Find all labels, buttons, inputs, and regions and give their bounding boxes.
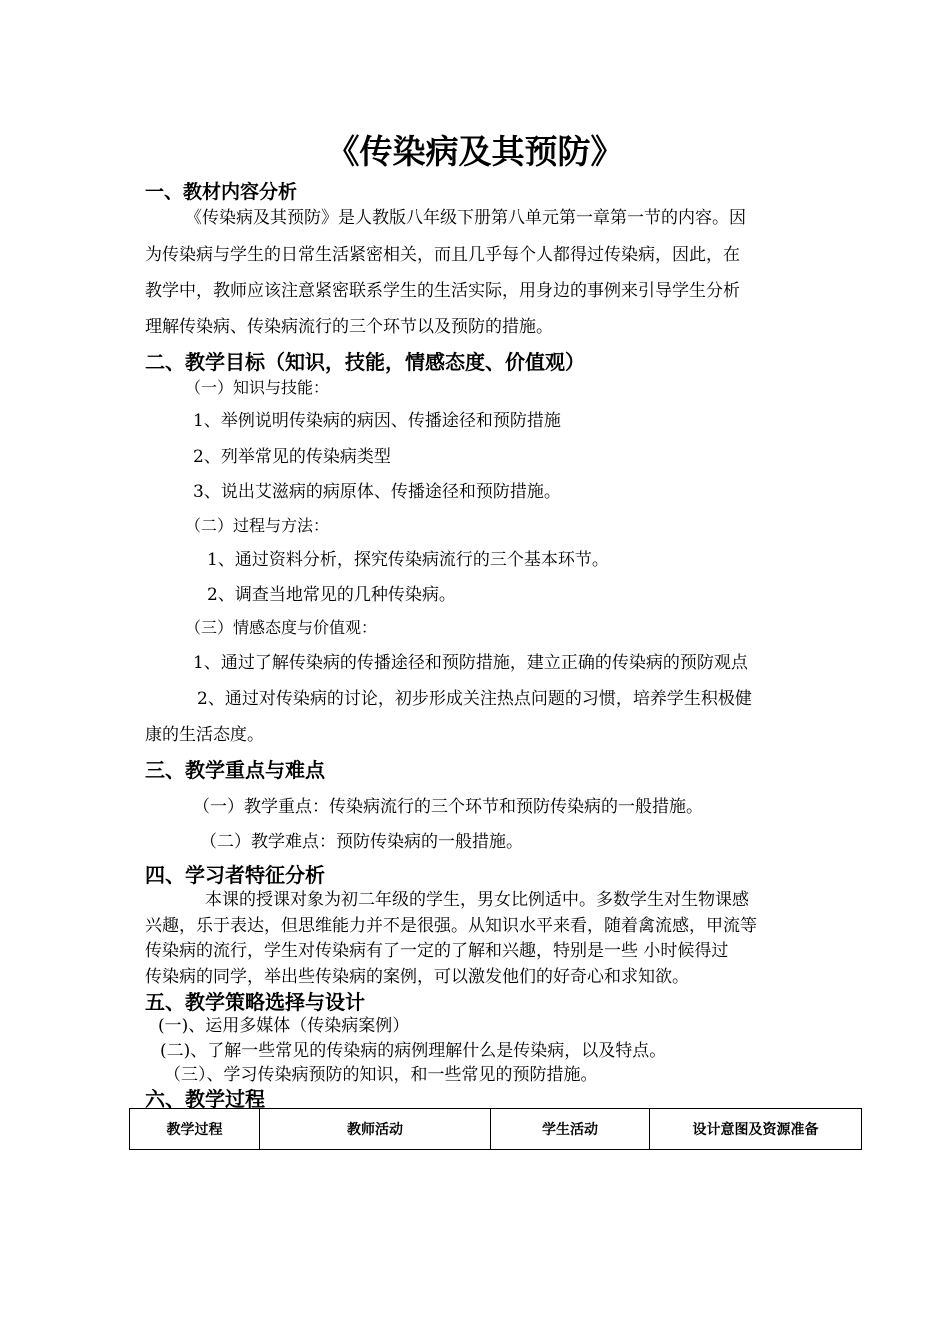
section-3-heading: 三、教学重点与难点 [145, 758, 325, 782]
section-4-heading: 四、学习者特征分析 [145, 863, 325, 887]
column-header-teacher: 教师活动 [260, 1109, 491, 1150]
s3-item-2: （二）教学难点：预防传染病的一般措施。 [200, 832, 523, 852]
s5-item-3: （三）、学习传染病预防的知识，和一些常见的预防措施。 [164, 1065, 598, 1085]
s2-item-2-2: 2、调查当地常见的几种传染病。 [207, 585, 456, 605]
s2-sub-2: （二）过程与方法： [185, 516, 330, 535]
s1-line-3: 教学中，教师应该注意紧密联系学生的生活实际，用身边的事例来引导学生分析 [145, 281, 740, 301]
s2-sub-3: （三）情感态度与价值观： [185, 618, 378, 637]
s2-sub-1: （一）知识与技能： [185, 378, 330, 397]
s2-item-1-1: 1、举例说明传染病的病因、传播途径和预防措施 [193, 411, 561, 431]
s4-line-3: 传染病的流行，学生对传染病有了一定的了解和兴趣，特别是一些 小时候得过 [145, 941, 729, 961]
s2-item-3-2-cont: 康的生活态度。 [145, 725, 264, 745]
section-5-heading: 五、教学策略选择与设计 [145, 990, 365, 1014]
s1-line-2: 为传染病与学生的日常生活紧密相关，而且几乎每个人都得过传染病，因此，在 [145, 245, 740, 265]
s1-line-4: 理解传染病、传染病流行的三个环节以及预防的措施。 [145, 317, 553, 337]
section-1-heading: 一、教材内容分析 [145, 181, 298, 203]
s4-line-2: 兴趣，乐于表达，但思维能力并不是很强。从知识水平来看，随着禽流感，甲流等 [145, 916, 757, 936]
s1-line-1: 《传染病及其预防》是人教版八年级下册第八单元第一章第一节的内容。因 [185, 208, 746, 228]
s2-item-3-2: 2、通过对传染病的讨论，初步形成关注热点问题的习惯，培养学生积极健 [197, 689, 752, 709]
column-header-process: 教学过程 [130, 1109, 260, 1150]
section-2-heading: 二、教学目标（知识，技能，情感态度、价值观） [145, 350, 585, 374]
s4-line-1: 本课的授课对象为初二年级的学生，男女比例适中。多数学生对生物课感 [205, 890, 749, 910]
table-header-row [130, 1109, 862, 1150]
s2-item-2-1: 1、通过资料分析，探究传染病流行的三个基本环节。 [207, 550, 609, 570]
s5-item-1: (一)、运用多媒体（传染病案例） [158, 1016, 410, 1036]
document-title: 《传染病及其预防》 [326, 132, 624, 171]
s2-item-1-3: 3、说出艾滋病的病原体、传播途径和预防措施。 [193, 482, 561, 502]
column-header-student: 学生活动 [491, 1109, 650, 1150]
s5-item-2: (二)、了解一些常见的传染病的病例理解什么是传染病，以及特点。 [160, 1041, 667, 1061]
section-6-heading: 六、教学过程 [145, 1087, 265, 1111]
column-header-design: 设计意图及资源准备 [650, 1109, 862, 1150]
s2-item-3-1: 1、通过了解传染病的传播途径和预防措施，建立正确的传染病的预防观点 [193, 653, 748, 673]
s3-item-1: （一）教学重点：传染病流行的三个环节和预防传染病的一般措施。 [193, 797, 703, 817]
teaching-process-table [129, 1108, 862, 1150]
s4-line-4: 传染病的同学，举出些传染病的案例，可以激发他们的好奇心和求知欲。 [145, 967, 689, 987]
s2-item-1-2: 2、列举常见的传染病类型 [193, 447, 391, 467]
